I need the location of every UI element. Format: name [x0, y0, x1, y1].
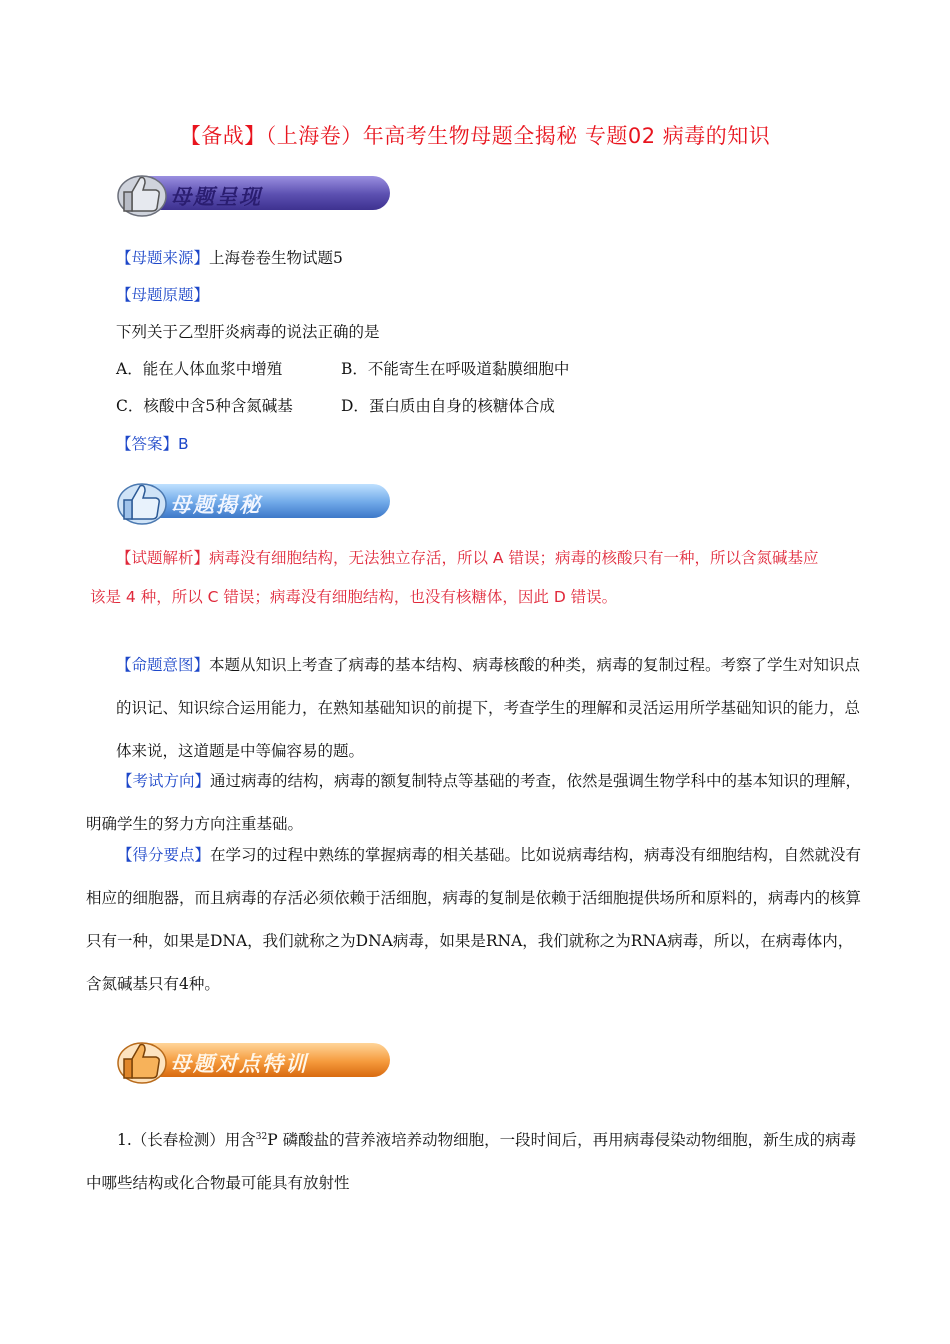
direction-tag: 【考试方向】: [117, 772, 211, 790]
source-text: 上海卷卷生物试题5: [209, 249, 343, 267]
option-a: A．能在人体血浆中增殖: [116, 360, 283, 378]
banner-label: 母题揭秘: [170, 493, 262, 517]
analysis-line-2: 该是 4 种，所以 C 错误；病毒没有细胞结构，也没有核糖体，因此 D 错误。: [90, 588, 618, 606]
banner-label: 母题对点特训: [170, 1052, 308, 1076]
original-tag: 【母题原题】: [116, 286, 210, 304]
banner-mother-reveal: [114, 478, 390, 524]
banner-mother-question: [114, 170, 390, 216]
exercise-1-sup: 32: [255, 1132, 268, 1142]
source-line: [116, 248, 343, 268]
keypoints-text: 在学习的过程中熟练的掌握病毒的相关基础。比如说病毒结构，病毒没有细胞结构，自然就没有相应的细胞器，而且病毒的存活必须依赖于活细胞，病毒的复制是依赖于活细胞提供场所和原料的，病毒内的核算只有一种，如果是DNA，我们就称之为DNA病毒，如果是RNA，我们就称之为RNA病毒，所以，在病毒体内，含氮碱基只有4种。: [86, 846, 862, 993]
intent-text: 本题从知识上考查了病毒的基本结构、病毒核酸的种类，病毒的复制过程。考察了学生对知识点的识记、知识综合运用能力，在熟知基础知识的前提下，考查学生的理解和灵活运用所学基础知识的能力，总体来说，这道题是中等偏容易的题。: [116, 656, 861, 760]
page-title: 【备战】（上海卷）年高考生物母题全揭秘 专题02 病毒的知识: [179, 124, 771, 148]
banner-targeted-training: [114, 1037, 390, 1083]
option-c: C．核酸中含5种含氮碱基: [116, 397, 293, 415]
thumbs-up-icon: [114, 170, 174, 218]
keypoints-paragraph: [86, 834, 866, 1006]
keypoints-tag: 【得分要点】: [117, 846, 211, 864]
analysis-line-1: 【试题解析】病毒没有细胞结构，无法独立存活，所以 A 错误；病毒的核酸只有一种，所以含氮碱基应: [116, 549, 819, 567]
exercise-1: [86, 1116, 866, 1205]
exercise-1-after: P 磷酸盐的营养液培养动物细胞，一段时间后，再用病毒侵染动物细胞，新生成的病毒中哪些结构或化合物最可能具有放射性: [86, 1131, 857, 1192]
direction-text: 通过病毒的结构，病毒的额复制特点等基础的考查，依然是强调生物学科中的基本知识的理解，明确学生的努力方向注重基础。: [86, 772, 862, 833]
banner-label: 母题呈现: [170, 185, 262, 209]
question-text: 下列关于乙型肝炎病毒的说法正确的是: [116, 323, 380, 341]
answer-line: 【答案】B: [116, 435, 189, 453]
intent-tag: 【命题意图】: [116, 656, 210, 674]
intent-paragraph: [116, 644, 866, 773]
source-tag: 【母题来源】: [116, 249, 210, 267]
option-d: D．蛋白质由自身的核糖体合成: [341, 397, 555, 415]
thumbs-up-icon: [114, 1037, 174, 1085]
option-b: B．不能寄生在呼吸道黏膜细胞中: [341, 360, 570, 378]
exercise-1-before: 1.（长春检测）用含: [117, 1131, 256, 1149]
thumbs-up-icon: [114, 478, 174, 526]
